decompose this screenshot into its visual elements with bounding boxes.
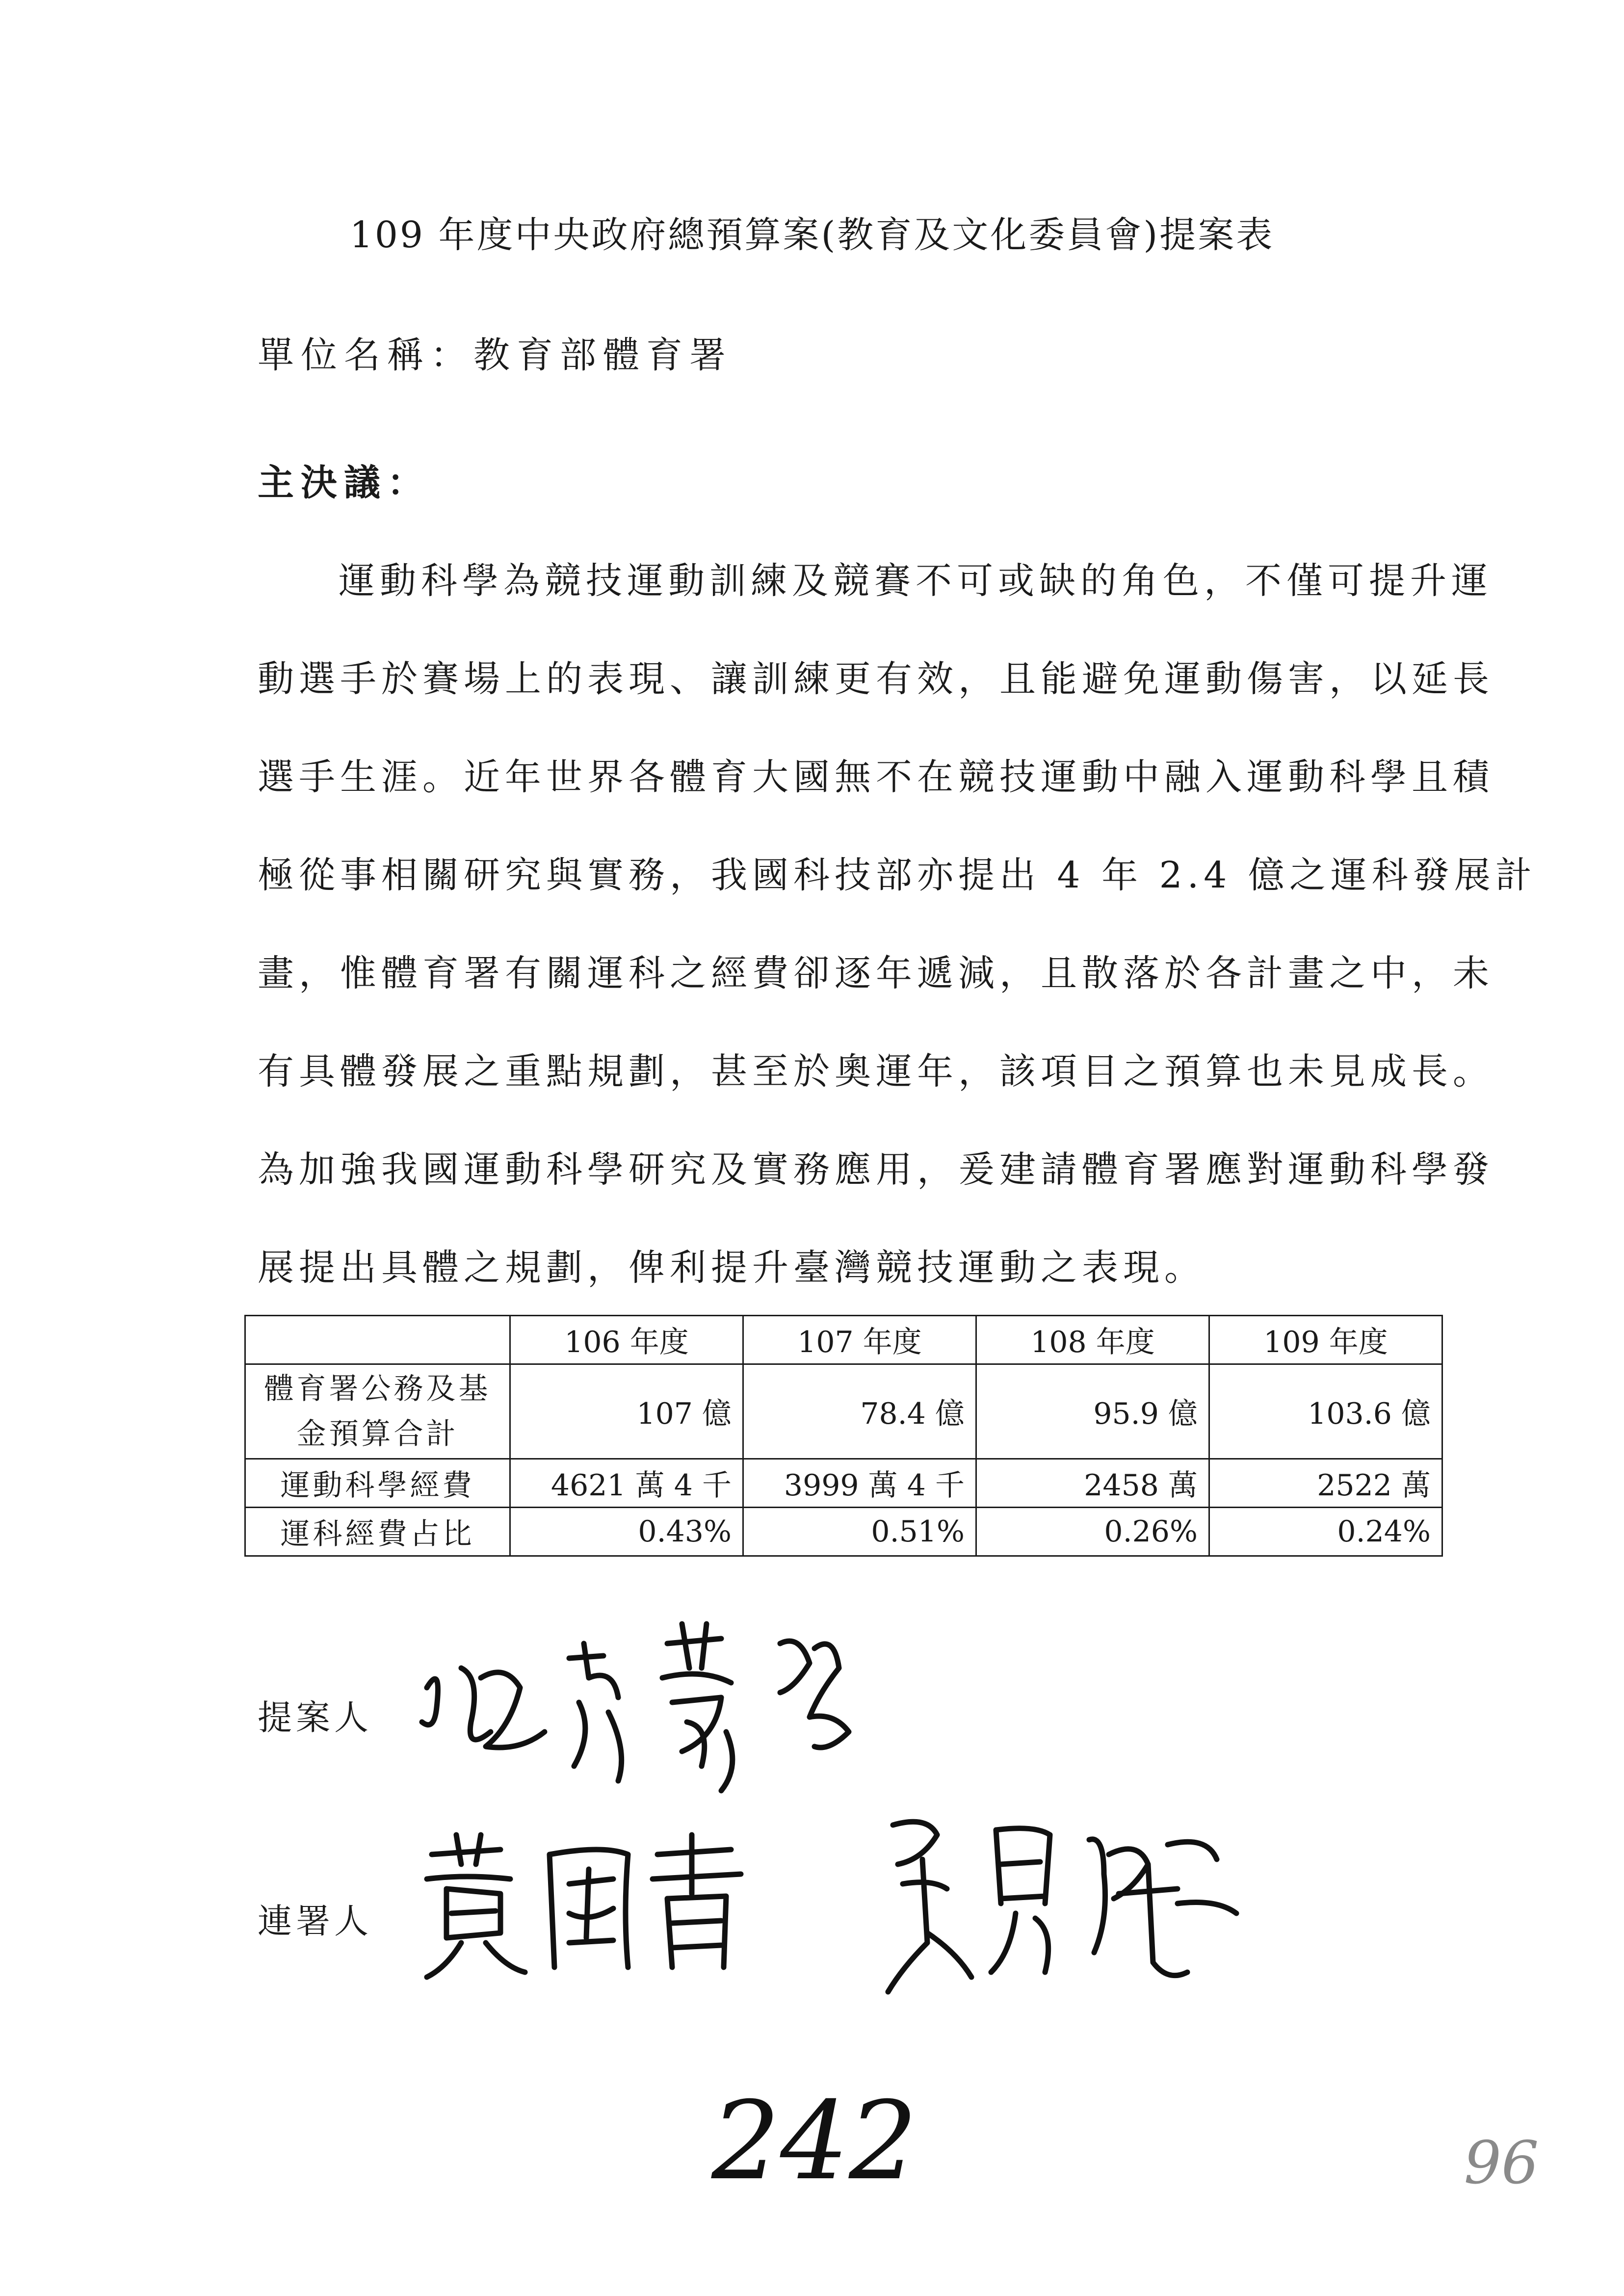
table-header-cell: 106 年度 xyxy=(510,1316,743,1364)
table-cell: 0.43% xyxy=(510,1508,743,1556)
pencil-mark xyxy=(1447,2119,1555,2208)
proposer-label: 提案人 xyxy=(258,1697,372,1738)
page-number-text: 242 xyxy=(711,2080,917,2204)
row-label: 運動科學經費 xyxy=(245,1459,510,1508)
table-cell: 107 億 xyxy=(510,1364,743,1459)
proposer-signature xyxy=(407,1604,971,1830)
row-label: 運科經費占比 xyxy=(245,1508,510,1556)
table-header-row xyxy=(245,1316,1442,1364)
table-cell: 0.26% xyxy=(976,1508,1209,1556)
table-cell: 78.4 億 xyxy=(743,1364,976,1459)
table-header-cell xyxy=(245,1316,510,1364)
pencil-mark-text: 96 xyxy=(1464,2129,1539,2197)
cosigner-signature-2 xyxy=(873,1805,1266,2011)
table-cell: 4621 萬 4 千 xyxy=(510,1459,743,1508)
unit-name: 單位名稱：教育部體育署 xyxy=(258,334,733,376)
row-label-line: 體育署公務及基 xyxy=(264,1372,491,1406)
table-cell: 2458 萬 xyxy=(976,1459,1209,1508)
body-line: 動選手於賽場上的表現、讓訓練更有效，且能避免運動傷害，以延長 xyxy=(258,658,1494,700)
table-header-cell: 107 年度 xyxy=(743,1316,976,1364)
table-row xyxy=(245,1508,1442,1556)
body-line: 展提出具體之規劃，俾利提升臺灣競技運動之表現。 xyxy=(258,1247,1205,1289)
row-label-line: 金預算合計 xyxy=(296,1417,459,1451)
table-cell: 0.51% xyxy=(743,1508,976,1556)
table-row xyxy=(245,1364,1442,1459)
body-line: 有具體發展之重點規劃，甚至於奧運年，該項目之預算也未見成長。 xyxy=(258,1050,1494,1093)
cosigner-signature-1 xyxy=(417,1825,760,1987)
table-header-cell: 108 年度 xyxy=(976,1316,1209,1364)
body-line: 極從事相關研究與實務，我國科技部亦提出 4 年 2.4 億之運科發展計 xyxy=(258,854,1537,896)
table-cell: 103.6 億 xyxy=(1209,1364,1442,1459)
body-line: 選手生涯。近年世界各體育大國無不在競技運動中融入運動科學且積 xyxy=(258,756,1494,798)
budget-table xyxy=(244,1315,1443,1557)
resolution-heading: 主決議： xyxy=(258,462,430,504)
table-cell: 95.9 億 xyxy=(976,1364,1209,1459)
body-line: 為加強我國運動科學研究及實務應用，爰建請體育署應對運動科學發 xyxy=(258,1148,1494,1191)
table-cell: 0.24% xyxy=(1209,1508,1442,1556)
body-line: 運動科學為競技運動訓練及競賽不可或缺的角色，不僅可提升運 xyxy=(339,560,1493,602)
body-line: 畫，惟體育署有關運科之經費卻逐年遞減，且散落於各計畫之中，未 xyxy=(258,952,1494,994)
cosigner-label: 連署人 xyxy=(258,1901,372,1941)
document-title: 109 年度中央政府總預算案(教育及文化委員會)提案表 xyxy=(349,214,1275,256)
table-cell: 2522 萬 xyxy=(1209,1459,1442,1508)
table-header-cell: 109 年度 xyxy=(1209,1316,1442,1364)
table-row xyxy=(245,1459,1442,1508)
table-cell: 3999 萬 4 千 xyxy=(743,1459,976,1508)
row-label xyxy=(245,1364,510,1459)
page-number xyxy=(667,2080,962,2208)
